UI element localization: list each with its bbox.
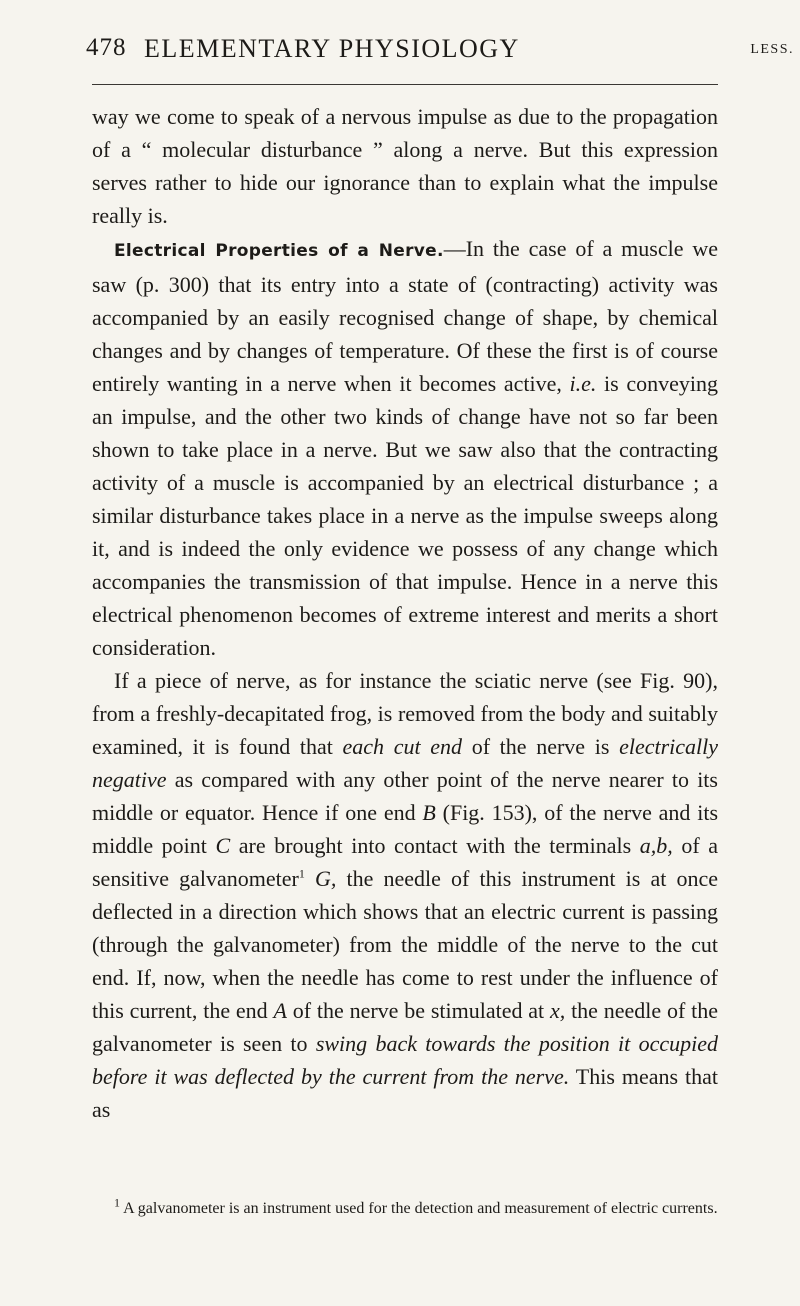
paragraph [92, 664, 718, 1126]
text-run: way we come to speak of a nervous impulse as due to the propagation of a “ molecular disturbance ” along a nerve. But this expression serves rather to hide our ignorance than to explain what the impulse really is. [92, 104, 718, 228]
paragraph [92, 232, 718, 664]
section-heading: Electrical Properties of a Nerve. [114, 241, 444, 261]
footnote-marker: 1 [298, 866, 305, 881]
footnote-number: 1 [114, 1195, 120, 1210]
text-run: the needle of the galvanometer is seen to [92, 998, 718, 1056]
text-run: as compared with any other point of the nerve nearer to its middle or equator. Hence if one end [92, 767, 718, 825]
header-rule [92, 84, 718, 85]
chapter-label: LESS. [750, 42, 794, 57]
text-run: of the nerve is [462, 734, 620, 759]
text-run: a,b, [639, 833, 673, 858]
footnote [92, 1195, 718, 1220]
text-run: is conveying an impulse, and the other two kinds of change have not so far been shown to take place in a nerve. But we saw also that the contracting activity of a muscle is accompanied by an electrical disturbance ; a similar disturbance takes place in a nerve as the impulse sweeps along it, and is indeed the only evidence we possess of any change which accompanies the transmission of that impulse. Hence in a nerve this electrical phenomenon becomes of extreme interest and merits a short consideration. [92, 371, 718, 660]
text-run: (Fig. 153), of the nerve and its middle point [92, 800, 719, 858]
text-run: of a sensitive galvanometer [92, 833, 719, 891]
text-run: i.e. [569, 371, 597, 396]
footnote-text: A galvanometer is an instrument used for the detection and measurement of electric currents. [120, 1200, 718, 1217]
paragraph [92, 100, 718, 232]
text-run: each cut end [342, 734, 463, 759]
body-text [92, 100, 718, 1126]
text-run: B [422, 800, 436, 825]
text-run: C [215, 833, 231, 858]
text-run: This means that as [92, 1064, 718, 1122]
running-head: ELEMENTARY PHYSIOLOGY [144, 34, 520, 63]
text-run [305, 866, 315, 891]
text-run: are brought into contact with the terminals [230, 833, 640, 858]
text-run: —In the case of a muscle we saw (p. 300) that its entry into a state of (contracting) activity was accompanied by an easily recognised change of shape, by chemical changes and by changes of temperature. Of these the first is of course entirely wanting in a nerve when it becomes active, [92, 236, 718, 396]
text-run: of the nerve be stimulated at [286, 998, 550, 1023]
text-run: the needle of this instrument is at once deflected in a direction which shows that an electric current is passing (through the galvanometer) from the middle of the nerve to the cut end. If, now, when the needle has come to rest under the influence of this current, the end [92, 866, 719, 1023]
text-run: electrically negative [92, 734, 719, 792]
text-run: swing back towards the position it occupied before it was deflected by the current from the nerve. [92, 1031, 718, 1089]
footnotes [92, 1195, 718, 1220]
text-run: A [273, 998, 287, 1023]
page-header [86, 28, 794, 68]
text-run: If a piece of nerve, as for instance the sciatic nerve (see Fig. 90), from a freshly-decapitated frog, is removed from the body and suitably examined, it is found that [92, 668, 718, 759]
text-run: x, [549, 998, 566, 1023]
text-run: G, [314, 866, 337, 891]
page-number: 478 [86, 34, 127, 61]
